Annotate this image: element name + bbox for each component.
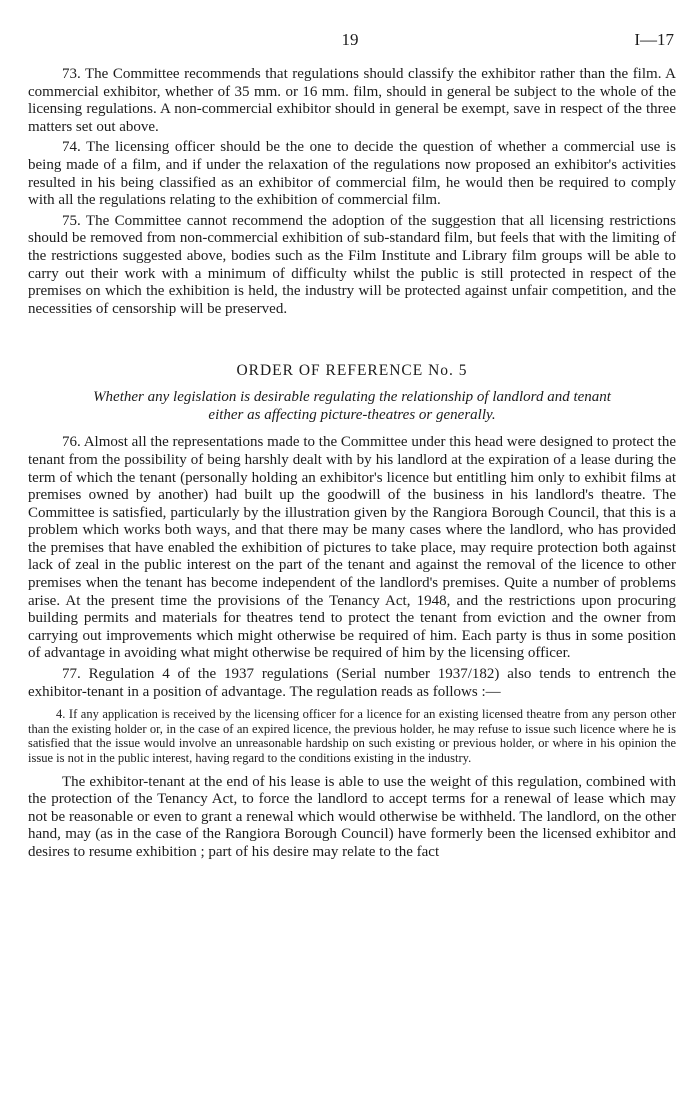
paragraph-73: 73. The Committee recommends that regulations should classify the exhibitor rather than the film. A commercial exhibitor, whether of 35 mm. or 16 mm. film, should in general be subject to the whole of the licensing regulations. A non-commercial exhibitor should in general be exempt, save in respect of the three matters set out above. — [28, 66, 676, 135]
paragraph-75: 75. The Committee cannot recommend the adoption of the suggestion that all licensing restrictions should be removed from non-commercial exhibition of sub-standard film, but feels that with the limiting of the restrictions suggested above, bodies such as the Film Institute and Library film groups will be able to carry out their work with a minimum of difficulty whilst the public is still protected in respect of the premises on which the exhibition is held, the industry will be protected against unfair competition, and the necessities of censorship will be preserved. — [28, 212, 676, 317]
page-body — [28, 66, 676, 865]
page-reference: I—17 — [634, 30, 674, 49]
paragraph-77: 77. Regulation 4 of the 1937 regulations (Serial number 1937/182) also tends to entrench the exhibitor-tenant in a position of advantage. The regulation reads as follows :— — [28, 666, 676, 700]
section-heading: ORDER OF REFERENCE No. 5 — [236, 362, 468, 380]
section-subheading: Whether any legislation is desirable regulating the relationship of landlord and tenant either as affecting picture-theatres or generally. — [93, 389, 611, 424]
paragraph-76: 76. Almost all the representations made to the Committee under this head were designed to protect the tenant from the possibility of being harshly dealt with by his landlord at the expiration of a lease during the term of which the tenant (personally holding an exhibitor's licence but entitling him only to exhibit films at premises owned by another) had built up the goodwill of the business in his landlord's theatre. The Committee is satisfied, particularly by the illustration given by the Rangiora Borough Council, that this is a problem which works both ways, and that there may be many cases where the landlord, who has provided the premises that have enabled the exhibition of pictures to take place, may require protection both against lack of zeal in the public interest on the part of the tenant and against the removal of the licence to other premises when the tenant has become independent of the landlord's premises. Quite a number of problems arise. At the present time the provisions of the Tenancy Act, 1948, and the restrictions upon procuring building permits and materials for theatres tend to protect the tenant from eviction and the owner from carrying out improvements which might otherwise be required of him. Each party is thus in some position of advantage in avoiding what might otherwise be required of him by the licensing officer. — [28, 434, 676, 662]
page-number: 19 — [341, 30, 359, 49]
regulation-quote: 4. If any application is received by the licensing officer for a licence for an existing licensed theatre from any person other than the existing holder or, in the case of an expired licence, the previous holder, he may refuse to issue such licence where he is satisfied that the issue would involve an unreasonable hardship on such existing or previous holder, or where in his opinion the issue is not in the public interest, having regard to the conditions existing in the industry. — [28, 707, 676, 765]
paragraph-continuation: The exhibitor-tenant at the end of his lease is able to use the weight of this regulation, combined with the protection of the Tenancy Act, to force the landlord to accept terms for a renewal of lease which may not be reasonable or even to grant a renewal which would otherwise be withheld. The landlord, on the other hand, may (as in the case of the Rangiora Borough Council) have formerly been the licensed exhibitor and desires to resume exhibition ; part of his desire may relate to the fact — [28, 773, 676, 860]
paragraph-74: 74. The licensing officer should be the one to decide the question of whether a commercial use is being made of a film, and if under the relaxation of the regulations now proposed an exhibitor's activities resulted in his being classified as an exhibitor of commercial film, he would then be required to comply with all the regulations relating to the exhibition of commercial film. — [28, 139, 676, 209]
